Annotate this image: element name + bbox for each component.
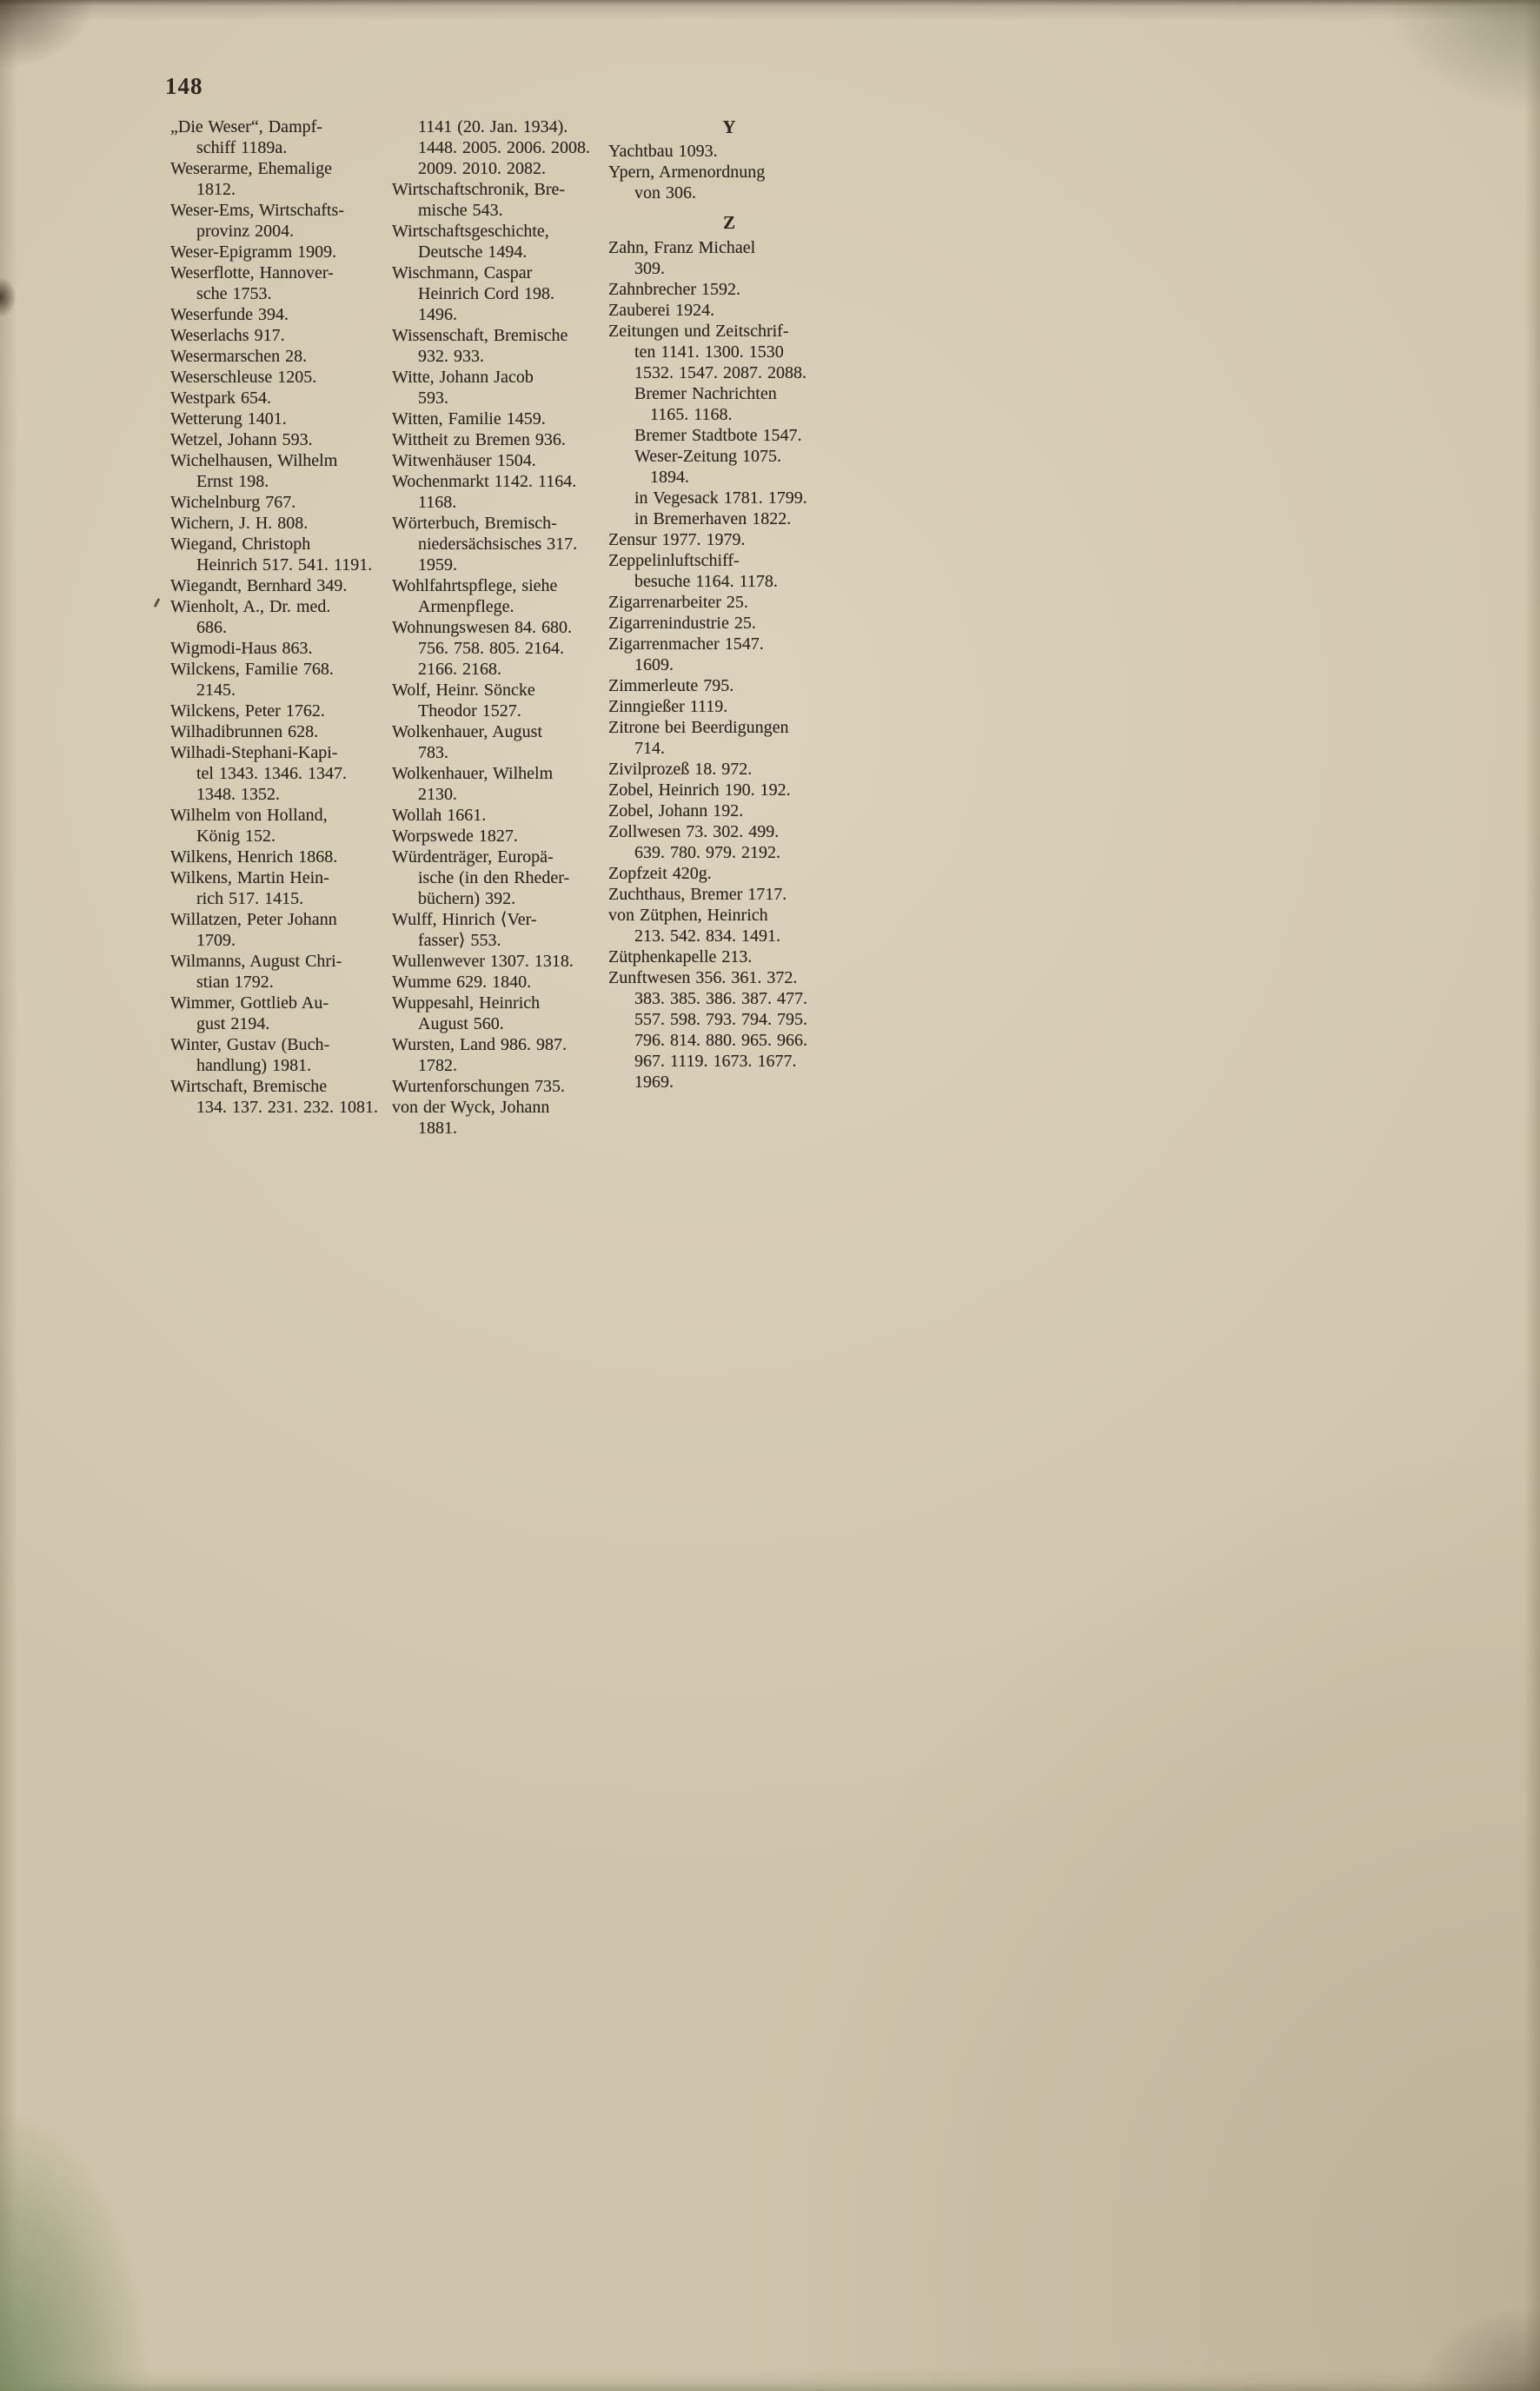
index-line: Wigmodi-Haus 863. [170,639,313,658]
index-line: 1782. [418,1056,457,1075]
index-line: Wilhadibrunnen 628. [170,722,319,741]
index-line: 1812. [196,180,236,199]
index-line: niedersächsisches 317. [418,535,578,554]
index-line: Heinrich Cord 198. [418,284,554,303]
index-line: „Die Weser“, Dampf- [170,117,322,136]
index-line: 2166. 2168. [418,660,501,679]
index-column-1 [170,116,389,1118]
index-line: Armenpflege. [418,597,514,616]
index-line: schiff 1189a. [196,138,288,157]
index-line: 134. 137. 231. 232. 1081. [196,1098,378,1117]
index-line: Wetzel, Johann 593. [170,430,313,449]
index-line: sche 1753. [196,284,272,303]
scan-artifact-top-right-shadow [1384,0,1540,113]
index-line: Weser-Ems, Wirtschafts- [170,201,344,220]
index-line: Wichern, J. H. 808. [170,514,309,533]
index-line: Zitrone bei Beerdigungen [608,718,789,737]
index-line: Wuppesahl, Heinrich [392,993,541,1013]
index-line: von der Wyck, Johann [392,1098,550,1117]
index-line: Wochenmarkt 1142. 1164. [392,472,577,491]
index-line: 1959. [418,555,457,575]
index-line: fasser⟩ 553. [418,931,501,950]
index-line: 1881. [418,1119,457,1138]
index-line: Wilckens, Peter 1762. [170,701,325,721]
index-line: 796. 814. 880. 965. 966. [634,1031,807,1050]
index-line: 309. [634,259,665,278]
index-line: Wullenwever 1307. 1318. [392,952,574,971]
index-line: ten 1141. 1300. 1530 [634,342,784,362]
scan-artifact-bottom-left-green-stain [0,2113,148,2391]
index-line: in Bremerhaven 1822. [634,509,792,528]
index-line: rich 517. 1415. [196,889,304,908]
index-line: 714. [634,739,665,758]
index-line: Zunftwesen 356. 361. 372. [608,968,798,987]
index-line: Weserlachs 917. [170,326,285,345]
index-column-2 [392,116,611,1139]
index-line: Wischmann, Caspar [392,263,533,282]
index-line: Wollah 1661. [392,806,487,825]
index-line: büchern) 392. [418,889,516,908]
scan-artifact-stray-tick [154,598,161,608]
index-line: Zimmerleute 795. [608,676,734,695]
index-line: 967. 1119. 1673. 1677. [634,1052,797,1071]
index-line: von 306. [634,183,696,203]
index-line: Wohlfahrtspflege, siehe [392,576,558,595]
index-line: Wirtschaftschronik, Bre- [392,180,566,199]
index-line: Zensur 1977. 1979. [608,530,746,549]
index-line: 2009. 2010. 2082. [418,159,546,178]
index-line: Bremer Stadtbote 1547. [634,426,802,445]
index-line: Witte, Johann Jacob [392,368,534,387]
index-line: Wissenschaft, Bremische [392,326,568,345]
index-line: Wimmer, Gottlieb Au- [170,993,329,1013]
index-line: Zeppelinluftschiff- [608,551,740,570]
index-line: Zeitungen und Zeitschrif- [608,322,789,341]
index-line: 1496. [418,305,457,324]
index-line: 2130. [418,785,457,804]
index-line: Wesermarschen 28. [170,347,308,366]
index-line: 1969. [634,1073,674,1092]
index-line: Wursten, Land 986. 987. [392,1035,568,1054]
index-line: Zinngießer 1119. [608,697,728,716]
index-line: mische 543. [418,201,503,220]
index-line: Wilmanns, August Chri- [170,952,342,971]
index-line: König 152. [196,827,275,846]
index-line: 1348. 1352. [196,785,280,804]
index-line: stian 1792. [196,973,274,992]
index-line: Wienholt, A., Dr. med. [170,597,331,616]
index-line: Wichelhausen, Wilhelm [170,451,338,470]
index-line: Würdenträger, Europä- [392,847,554,867]
index-line: Zigarrenindustrie 25. [608,614,756,633]
index-line: 213. 542. 834. 1491. [634,927,780,946]
index-line: Zauberei 1924. [608,301,715,320]
index-line: tel 1343. 1346. 1347. [196,764,347,783]
index-line: Weser-Epigramm 1909. [170,242,337,262]
index-line: Wiegandt, Bernhard 349. [170,576,348,595]
index-line: Wittheit zu Bremen 936. [392,430,566,449]
index-line: August 560. [418,1014,504,1033]
index-line: 593. [418,389,448,408]
index-line: Wurtenforschungen 735. [392,1077,566,1096]
index-line: Wilhadi-Stephani-Kapi- [170,743,338,762]
index-line: 1532. 1547. 2087. 2088. [634,363,807,382]
index-line: Wörterbuch, Bremisch- [392,514,557,533]
index-line: 1141 (20. Jan. 1934). [418,117,568,136]
index-line: Wetterung 1401. [170,409,287,428]
index-line: Wohnungswesen 84. 680. [392,618,573,637]
index-section-header: Z [722,212,735,233]
index-line: 1609. [634,655,674,674]
index-line: Theodor 1527. [418,701,521,721]
index-line: Yachtbau 1093. [608,142,718,161]
index-line: Winter, Gustav (Buch- [170,1035,330,1054]
index-line: Zigarrenmacher 1547. [608,634,764,654]
index-line: 686. [196,618,227,637]
index-line: von Zütphen, Heinrich [608,906,768,925]
index-line: in Vegesack 1781. 1799. [634,488,807,508]
scan-artifact-top-left-shadow [0,0,96,70]
index-line: provinz 2004. [196,222,295,241]
index-line: Wirtschaftsgeschichte, [392,222,549,241]
index-line: Wulff, Hinrich ⟨Ver- [392,910,537,929]
index-line: 1165. 1168. [650,405,733,424]
index-line: Zobel, Heinrich 190. 192. [608,780,791,800]
scan-artifact-left-edge-mark [0,278,16,316]
index-line: Wolkenhauer, August [392,722,543,741]
index-line: Wilckens, Familie 768. [170,660,334,679]
index-line: Zopfzeit 420g. [608,864,712,883]
index-line: 2145. [196,681,236,700]
index-line: 756. 758. 805. 2164. [418,639,564,658]
index-line: gust 2194. [196,1014,270,1033]
index-line: 1448. 2005. 2006. 2008. [418,138,590,157]
index-line: handlung) 1981. [196,1056,312,1075]
index-line: Wilkens, Martin Hein- [170,868,329,887]
index-line: Westpark 654. [170,389,272,408]
index-line: Weserfunde 394. [170,305,289,324]
index-line: Wumme 629. 1840. [392,973,532,992]
index-line: Wilhelm von Holland, [170,806,328,825]
index-line: Zivilprozeß 18. 972. [608,760,753,779]
index-line: Weserflotte, Hannover- [170,263,334,282]
index-line: Ernst 198. [196,472,269,491]
index-line: Wolf, Heinr. Söncke [392,681,535,700]
index-line: Weser-Zeitung 1075. [634,447,781,466]
index-line: Deutsche 1494. [418,242,528,262]
index-line: 1168. [418,493,457,512]
index-line: 1709. [196,931,236,950]
index-line: Zütphenkapelle 213. [608,947,753,966]
index-line: Zobel, Johann 192. [608,801,744,820]
index-line: Zuchthaus, Bremer 1717. [608,885,787,904]
index-line: Zigarrenarbeiter 25. [608,593,748,612]
index-line: Bremer Nachrichten [634,384,777,403]
index-line: Wilkens, Henrich 1868. [170,847,338,867]
index-line: Willatzen, Peter Johann [170,910,337,929]
index-line: besuche 1164. 1178. [634,572,778,591]
index-line: 932. 933. [418,347,484,366]
index-line: Wirtschaft, Bremische [170,1077,328,1096]
index-line: Ypern, Armenordnung [608,163,766,182]
index-line: Zahnbrecher 1592. [608,280,741,299]
index-line: Weserschleuse 1205. [170,368,317,387]
index-line: 639. 780. 979. 2192. [634,843,780,862]
index-line: Wichelnburg 767. [170,493,296,512]
index-line: Zollwesen 73. 302. 499. [608,822,780,841]
index-line: Zahn, Franz Michael [608,238,756,257]
index-line: ische (in den Rheder- [418,868,570,887]
index-line: Heinrich 517. 541. 1191. [196,555,373,575]
index-line: Wiegand, Christoph [170,535,311,554]
index-line: Weserarme, Ehemalige [170,159,332,178]
page-number: 148 [165,73,203,99]
index-line: Worpswede 1827. [392,827,518,846]
index-line: 1894. [650,468,689,487]
index-line: Wolkenhauer, Wilhelm [392,764,554,783]
index-line: 783. [418,743,448,762]
index-section-header: Y [722,116,736,137]
index-line: 557. 598. 793. 794. 795. [634,1010,807,1029]
index-line: 383. 385. 386. 387. 477. [634,989,807,1008]
index-line: Witwenhäuser 1504. [392,451,536,470]
scan-artifact-bottom-right-shadow [1418,2304,1540,2391]
index-column-3 [608,116,850,1093]
index-line: Witten, Familie 1459. [392,409,546,428]
